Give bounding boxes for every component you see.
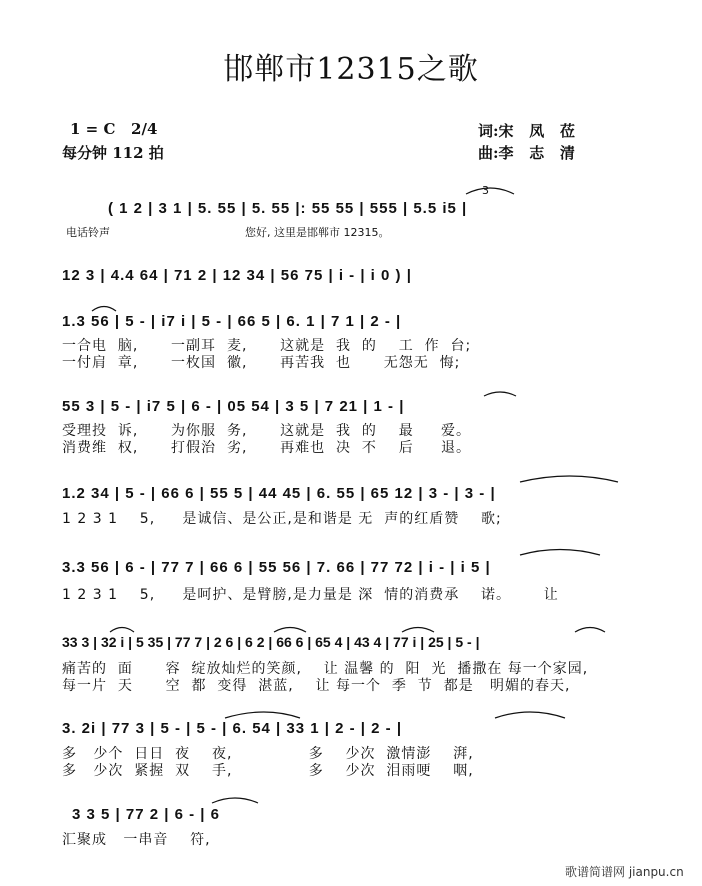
lyric-line-8b: 多 少次 紧握 双 手, 多 少次 泪雨哽 咽, xyxy=(62,763,474,779)
slur-line-7a xyxy=(110,628,134,633)
tie-line-5 xyxy=(520,476,618,482)
score-line-7: 33 3 | 32 i | 5 35 | 77 7 | 2 6 | 6 2 | 66 6 | 65 4 | 43 4 | 77 i | 25 | 5 - | xyxy=(62,634,480,650)
lyric-line-4b: 消费维 权, 打假治 劣, 再难也 决 不 后 退。 xyxy=(62,440,471,456)
tie-line-9 xyxy=(212,798,258,803)
score-line-8: 3. 2i | 77 3 | 5 - | 5 - | 6. 54 | 33 1 | 2 - | 2 - | xyxy=(62,720,403,737)
watermark: 歌谱简谱网 jianpu.cn xyxy=(565,865,684,879)
score-line-1: ( 1 2 | 3 1 | 5. 55 | 5. 55 |: 55 55 | 555 | 5.5 i5 | xyxy=(108,200,468,217)
slur-line-4 xyxy=(484,392,516,396)
triplet-mark: 3 xyxy=(482,184,489,197)
lyric-line-5: 1 2 3 1 5, 是诚信、是公正,是和谐是 无 声的红盾赞 歌; xyxy=(62,511,502,527)
score-line-6: 3.3 56 | 6 - | 77 7 | 66 6 | 55 56 | 7. 66 | 77 72 | i - | i 5 | xyxy=(62,559,491,576)
lyric-line-4a: 受理投 诉, 为你服 务, 这就是 我 的 最 爱。 xyxy=(62,423,471,439)
slur-line-7b xyxy=(274,628,306,633)
triplet-slur xyxy=(466,188,514,194)
lyric-line-7a: 痛苦的 面 容 绽放灿烂的笑颜, 让 温馨 的 阳 光 播撒在 每一个家园, xyxy=(62,661,589,677)
score-line-5: 1.2 34 | 5 - | 66 6 | 55 5 | 44 45 | 6. 55 | 65 12 | 3 - | 3 - | xyxy=(62,485,496,502)
key-signature: 1 = C 2/4 xyxy=(70,120,158,138)
lyric-line-7b: 每一片 天 空 都 变得 湛蓝, 让 每一个 季 节 都是 明媚的春天, xyxy=(62,678,571,694)
score-line-4: 55 3 | 5 - | i7 5 | 6 - | 05 54 | 3 5 | 7 21 | 1 - | xyxy=(62,398,405,415)
score-line-2: 12 3 | 4.4 64 | 71 2 | 12 34 | 56 75 | i - | i 0 ) | xyxy=(62,267,412,284)
tempo-marking: 每分钟 112 拍 xyxy=(62,144,164,162)
slur-line-7d xyxy=(575,628,605,633)
tie-line-8a xyxy=(225,712,300,718)
lyric-line-3b: 一付肩 章, 一枚国 徽, 再苦我 也 无怨无 悔; xyxy=(62,355,461,371)
lyric-line-3a: 一合电 脑, 一副耳 麦, 这就是 我 的 工 作 台; xyxy=(62,338,472,354)
lyricist-credit: 词:宋 凤 莅 xyxy=(478,122,575,140)
ringtone-label: 电话铃声 xyxy=(66,226,110,239)
page-title: 邯郸市12315之歌 xyxy=(223,52,479,87)
lyric-line-8a: 多 少个 日日 夜 夜, 多 少次 激情澎 湃, xyxy=(62,746,474,762)
lyric-line-6: 1 2 3 1 5, 是呵护、是臂膀,是力量是 深 情的消费承 诺。 让 xyxy=(62,587,559,603)
score-line-3: 1.3 56 | 5 - | i7 i | 5 - | 66 5 | 6. 1 | 7 1 | 2 - | xyxy=(62,313,402,330)
score-line-9: 3 3 5 | 77 2 | 6 - | 6 xyxy=(72,806,220,823)
greeting-text: 您好, 这里是邯郸市 12315。 xyxy=(245,226,390,239)
tie-line-8b xyxy=(495,712,565,718)
tie-line-6 xyxy=(520,550,600,556)
composer-credit: 曲:李 志 清 xyxy=(478,144,575,162)
tie-line-3 xyxy=(92,307,116,312)
slur-line-7c xyxy=(402,628,434,633)
lyric-line-9: 汇聚成 一串音 符, xyxy=(62,832,211,848)
